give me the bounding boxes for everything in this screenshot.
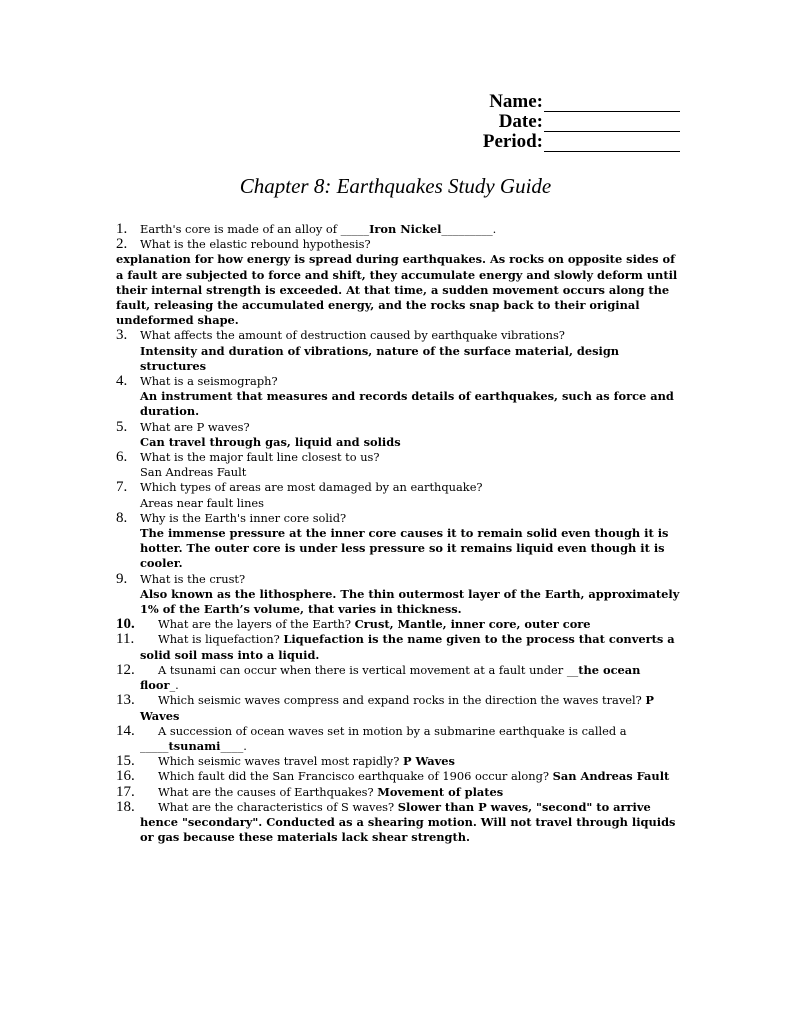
answer-text: Can travel through gas, liquid and solids	[140, 434, 401, 449]
question-item	[116, 480, 682, 510]
question-body	[116, 328, 682, 374]
question-body	[116, 572, 682, 618]
question-number: 7.	[116, 479, 128, 496]
question-item	[116, 754, 682, 769]
question-item	[116, 374, 682, 420]
period-blank	[544, 134, 680, 152]
question-text: What is the crust?	[140, 571, 246, 586]
question-item	[116, 420, 682, 450]
question-item	[116, 724, 682, 754]
question-body	[116, 617, 682, 632]
question-number: 6.	[116, 449, 128, 466]
question-text: A tsunami can occur when there is vertical movement at a fault under __	[158, 662, 579, 677]
question-body	[116, 724, 682, 754]
question-number: 14.	[116, 722, 135, 739]
question-body	[116, 800, 682, 846]
question-text-end: _.	[169, 678, 179, 693]
question-number: 16.	[116, 768, 135, 785]
name-line	[470, 92, 680, 112]
question-body	[116, 632, 682, 662]
question-text: Which fault did the San Francisco earthquake of 1906 occur along?	[158, 769, 550, 784]
question-number: 17.	[116, 783, 135, 800]
answer-text: San Andreas Fault	[552, 769, 670, 784]
answer-text: the ocean floor	[140, 662, 641, 693]
question-body	[116, 480, 682, 510]
question-body	[116, 237, 682, 252]
question-body	[116, 374, 682, 420]
question-item	[116, 328, 682, 374]
question-text: What is a seismograph?	[140, 374, 278, 389]
question-list	[116, 222, 682, 845]
question-body	[116, 769, 682, 784]
date-label: Date:	[498, 111, 543, 132]
question-text: What are the layers of the Earth?	[158, 617, 351, 632]
question-body	[116, 693, 682, 723]
answer-text: San Andreas Fault	[140, 465, 247, 480]
question-text: What is the elastic rebound hypothesis?	[140, 237, 371, 252]
question-number: 5.	[116, 418, 128, 435]
question-number: 10.	[116, 616, 135, 633]
period-line	[470, 132, 680, 152]
answer-text: Also known as the lithosphere. The thin outermost layer of the Earth, approximately 1% of the Earth’s volume, that varies in thickness.	[140, 586, 680, 617]
question-item	[116, 237, 682, 328]
answer-text: Liquefaction is the name given to the process that converts a solid soil mass into a liquid.	[140, 632, 675, 662]
question-item	[116, 632, 682, 662]
question-number: 15.	[116, 753, 135, 770]
answer-text: Slower than P waves, "second" to arrive hence "secondary". Conducted as a shearing motion. Will not travel through liquids or gas because these materials lack shear strength.	[140, 799, 676, 845]
name-label: Name:	[489, 91, 543, 112]
answer-text: P Waves	[140, 693, 654, 723]
question-item	[116, 800, 682, 846]
period-label: Period:	[482, 131, 543, 152]
answer-text: P Waves	[402, 754, 455, 769]
question-body	[116, 663, 682, 693]
answer-text: Movement of plates	[377, 784, 504, 799]
question-text: Why is the Earth's inner core solid?	[140, 510, 347, 525]
question-text: Which seismic waves compress and expand rocks in the direction the waves travel?	[158, 693, 642, 708]
question-number: 8.	[116, 509, 128, 526]
question-text-end: ____.	[220, 738, 247, 753]
question-item	[116, 511, 682, 572]
answer-text: The immense pressure at the inner core causes it to remain solid even though it is hotter. The outer core is under less pressure so it remains liquid even though it is cooler.	[140, 526, 669, 571]
question-number: 12.	[116, 661, 135, 678]
question-item	[116, 663, 682, 693]
date-blank	[544, 114, 680, 132]
question-item	[116, 450, 682, 480]
question-body	[116, 222, 682, 237]
answer-text: Intensity and duration of vibrations, nature of the surface material, design structures	[140, 343, 620, 373]
question-number: 13.	[116, 692, 135, 709]
question-text: Earth's core is made of an alloy of _____	[140, 222, 370, 236]
question-number: 18.	[116, 798, 135, 815]
question-item	[116, 617, 682, 632]
question-body	[116, 785, 682, 800]
question-item	[116, 785, 682, 800]
answer-text: An instrument that measures and records details of earthquakes, such as force and duration.	[140, 389, 674, 419]
name-blank	[544, 94, 680, 112]
question-text: What is the major fault line closest to us?	[140, 450, 380, 465]
question-number: 1.	[116, 221, 128, 237]
answer-text: Crust, Mantle, inner core, outer core	[354, 617, 591, 632]
page-title: Chapter 8: Earthquakes Study Guide	[239, 174, 552, 198]
question-number: 2.	[116, 236, 128, 253]
question-text: A succession of ocean waves set in motion by a submarine earthquake is called a _____	[140, 723, 627, 753]
question-text: What are P waves?	[140, 419, 250, 434]
answer-text: explanation for how energy is spread during earthquakes. As rocks on opposite sides of a fault are subjected to force and shift, they accumulate energy and slowly deform until their internal strength is exceeded. At that time, a sudden movement occurs along the fault, releasing the accumulated energy, and the rocks snap back to their original undeformed shape.	[116, 252, 678, 328]
question-number: 9.	[116, 570, 128, 587]
question-item	[116, 222, 682, 237]
question-body	[116, 754, 682, 769]
student-info-header	[470, 92, 680, 152]
question-number: 4.	[116, 373, 128, 390]
answer-text: tsunami	[168, 738, 221, 753]
question-text: What are the causes of Earthquakes?	[158, 784, 374, 799]
question-item	[116, 693, 682, 723]
answer-text: Iron Nickel	[369, 222, 442, 236]
question-text: What is liquefaction?	[158, 632, 280, 647]
question-body	[116, 511, 682, 572]
question-text: Which types of areas are most damaged by an earthquake?	[140, 480, 483, 495]
question-body	[116, 420, 682, 450]
question-text: Which seismic waves travel most rapidly?	[158, 754, 400, 769]
question-text: What are the characteristics of S waves?	[158, 799, 395, 814]
date-line	[470, 112, 680, 132]
question-item	[116, 769, 682, 784]
answer-text: Areas near fault lines	[140, 495, 264, 510]
question-text: What affects the amount of destruction caused by earthquake vibrations?	[140, 328, 565, 343]
question-item	[116, 572, 682, 618]
question-text-end: _________.	[441, 222, 497, 236]
question-number: 11.	[116, 631, 135, 648]
question-body	[116, 450, 682, 480]
question-number: 3.	[116, 327, 128, 344]
